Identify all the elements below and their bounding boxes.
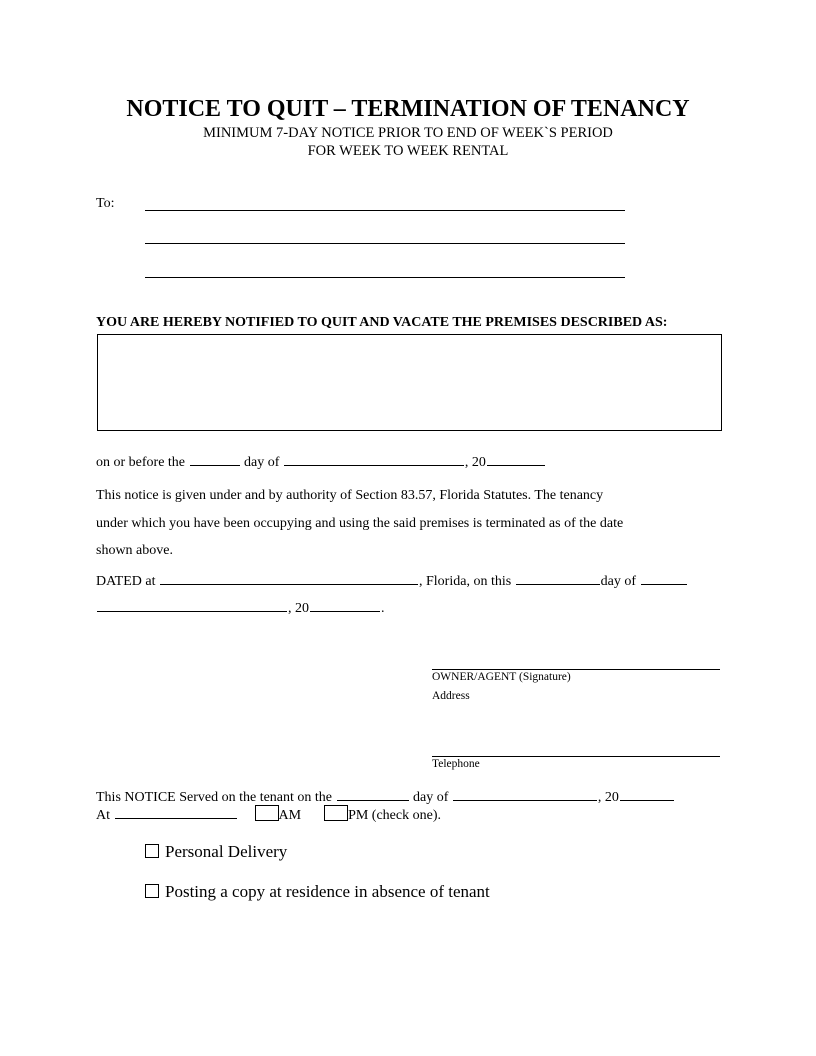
dated-line-2 xyxy=(96,598,385,617)
dated-at-text: DATED at xyxy=(96,574,156,589)
service-line xyxy=(96,787,675,806)
subtitle-rental-type: FOR WEEK TO WEEK RENTAL xyxy=(307,143,509,159)
to-label: To: xyxy=(96,196,115,211)
dated-day-of-text: day of xyxy=(600,574,637,589)
pm-check-label: PM (check one). xyxy=(348,808,441,823)
deadline-day-blank[interactable] xyxy=(190,452,240,466)
signature-line[interactable] xyxy=(432,669,720,670)
personal-delivery-checkbox[interactable] xyxy=(145,844,159,858)
deadline-line xyxy=(96,452,546,471)
florida-on-this-text: , Florida, on this xyxy=(419,574,512,589)
dated-day-blank[interactable] xyxy=(516,571,600,585)
served-day-of-text: day of xyxy=(413,790,449,805)
at-text: At xyxy=(96,808,110,823)
posting-copy-checkbox[interactable] xyxy=(145,884,159,898)
recipient-line-2[interactable] xyxy=(145,243,625,244)
premises-heading: YOU ARE HEREBY NOTIFIED TO QUIT AND VACATE THE PREMISES DESCRIBED AS: xyxy=(96,315,668,330)
telephone-label: Telephone xyxy=(432,758,480,770)
served-time-blank[interactable] xyxy=(115,805,237,819)
pm-checkbox[interactable] xyxy=(324,805,348,821)
dated-year-blank[interactable] xyxy=(310,598,380,612)
posting-copy-option[interactable] xyxy=(145,882,490,902)
service-time-line xyxy=(96,805,441,824)
served-comma-20-text: , 20 xyxy=(597,790,619,805)
address-label: Address xyxy=(432,690,470,702)
day-of-text: day of xyxy=(244,455,280,470)
served-on-text: This NOTICE Served on the tenant on the xyxy=(96,790,333,805)
served-month-blank[interactable] xyxy=(453,787,597,801)
deadline-month-blank[interactable] xyxy=(284,452,464,466)
am-checkbox[interactable] xyxy=(255,805,279,821)
authority-line-3: shown above. xyxy=(96,543,173,558)
comma-20-text: , 20 xyxy=(464,455,486,470)
am-label: AM xyxy=(278,808,302,823)
dated-month-blank-start[interactable] xyxy=(641,571,687,585)
personal-delivery-label: Personal Delivery xyxy=(165,842,288,861)
dated-line xyxy=(96,571,688,590)
dated-period: . xyxy=(381,601,385,616)
dated-month-blank[interactable] xyxy=(97,598,287,612)
authority-line-1: This notice is given under and by authority of Section 83.57, Florida Statutes. The tenancy xyxy=(96,488,604,503)
personal-delivery-option[interactable] xyxy=(145,842,287,862)
dated-comma-20-text: , 20 xyxy=(288,601,309,616)
recipient-line-1[interactable] xyxy=(145,210,625,211)
deadline-year-blank[interactable] xyxy=(487,452,545,466)
premises-description-box[interactable] xyxy=(97,334,722,431)
served-day-blank[interactable] xyxy=(337,787,409,801)
page-title: NOTICE TO QUIT – TERMINATION OF TENANCY xyxy=(126,96,690,122)
posting-copy-label: Posting a copy at residence in absence of tenant xyxy=(165,882,490,901)
subtitle-notice-period: MINIMUM 7-DAY NOTICE PRIOR TO END OF WEEK`S PERIOD xyxy=(203,125,613,141)
recipient-line-3[interactable] xyxy=(145,277,625,278)
on-or-before-text: on or before the xyxy=(96,455,186,470)
authority-line-2: under which you have been occupying and using the said premises is terminated as of the date xyxy=(96,516,624,531)
dated-city-blank[interactable] xyxy=(160,571,418,585)
telephone-line[interactable] xyxy=(432,756,720,757)
served-year-blank[interactable] xyxy=(620,787,674,801)
owner-agent-label: OWNER/AGENT (Signature) xyxy=(432,671,571,683)
